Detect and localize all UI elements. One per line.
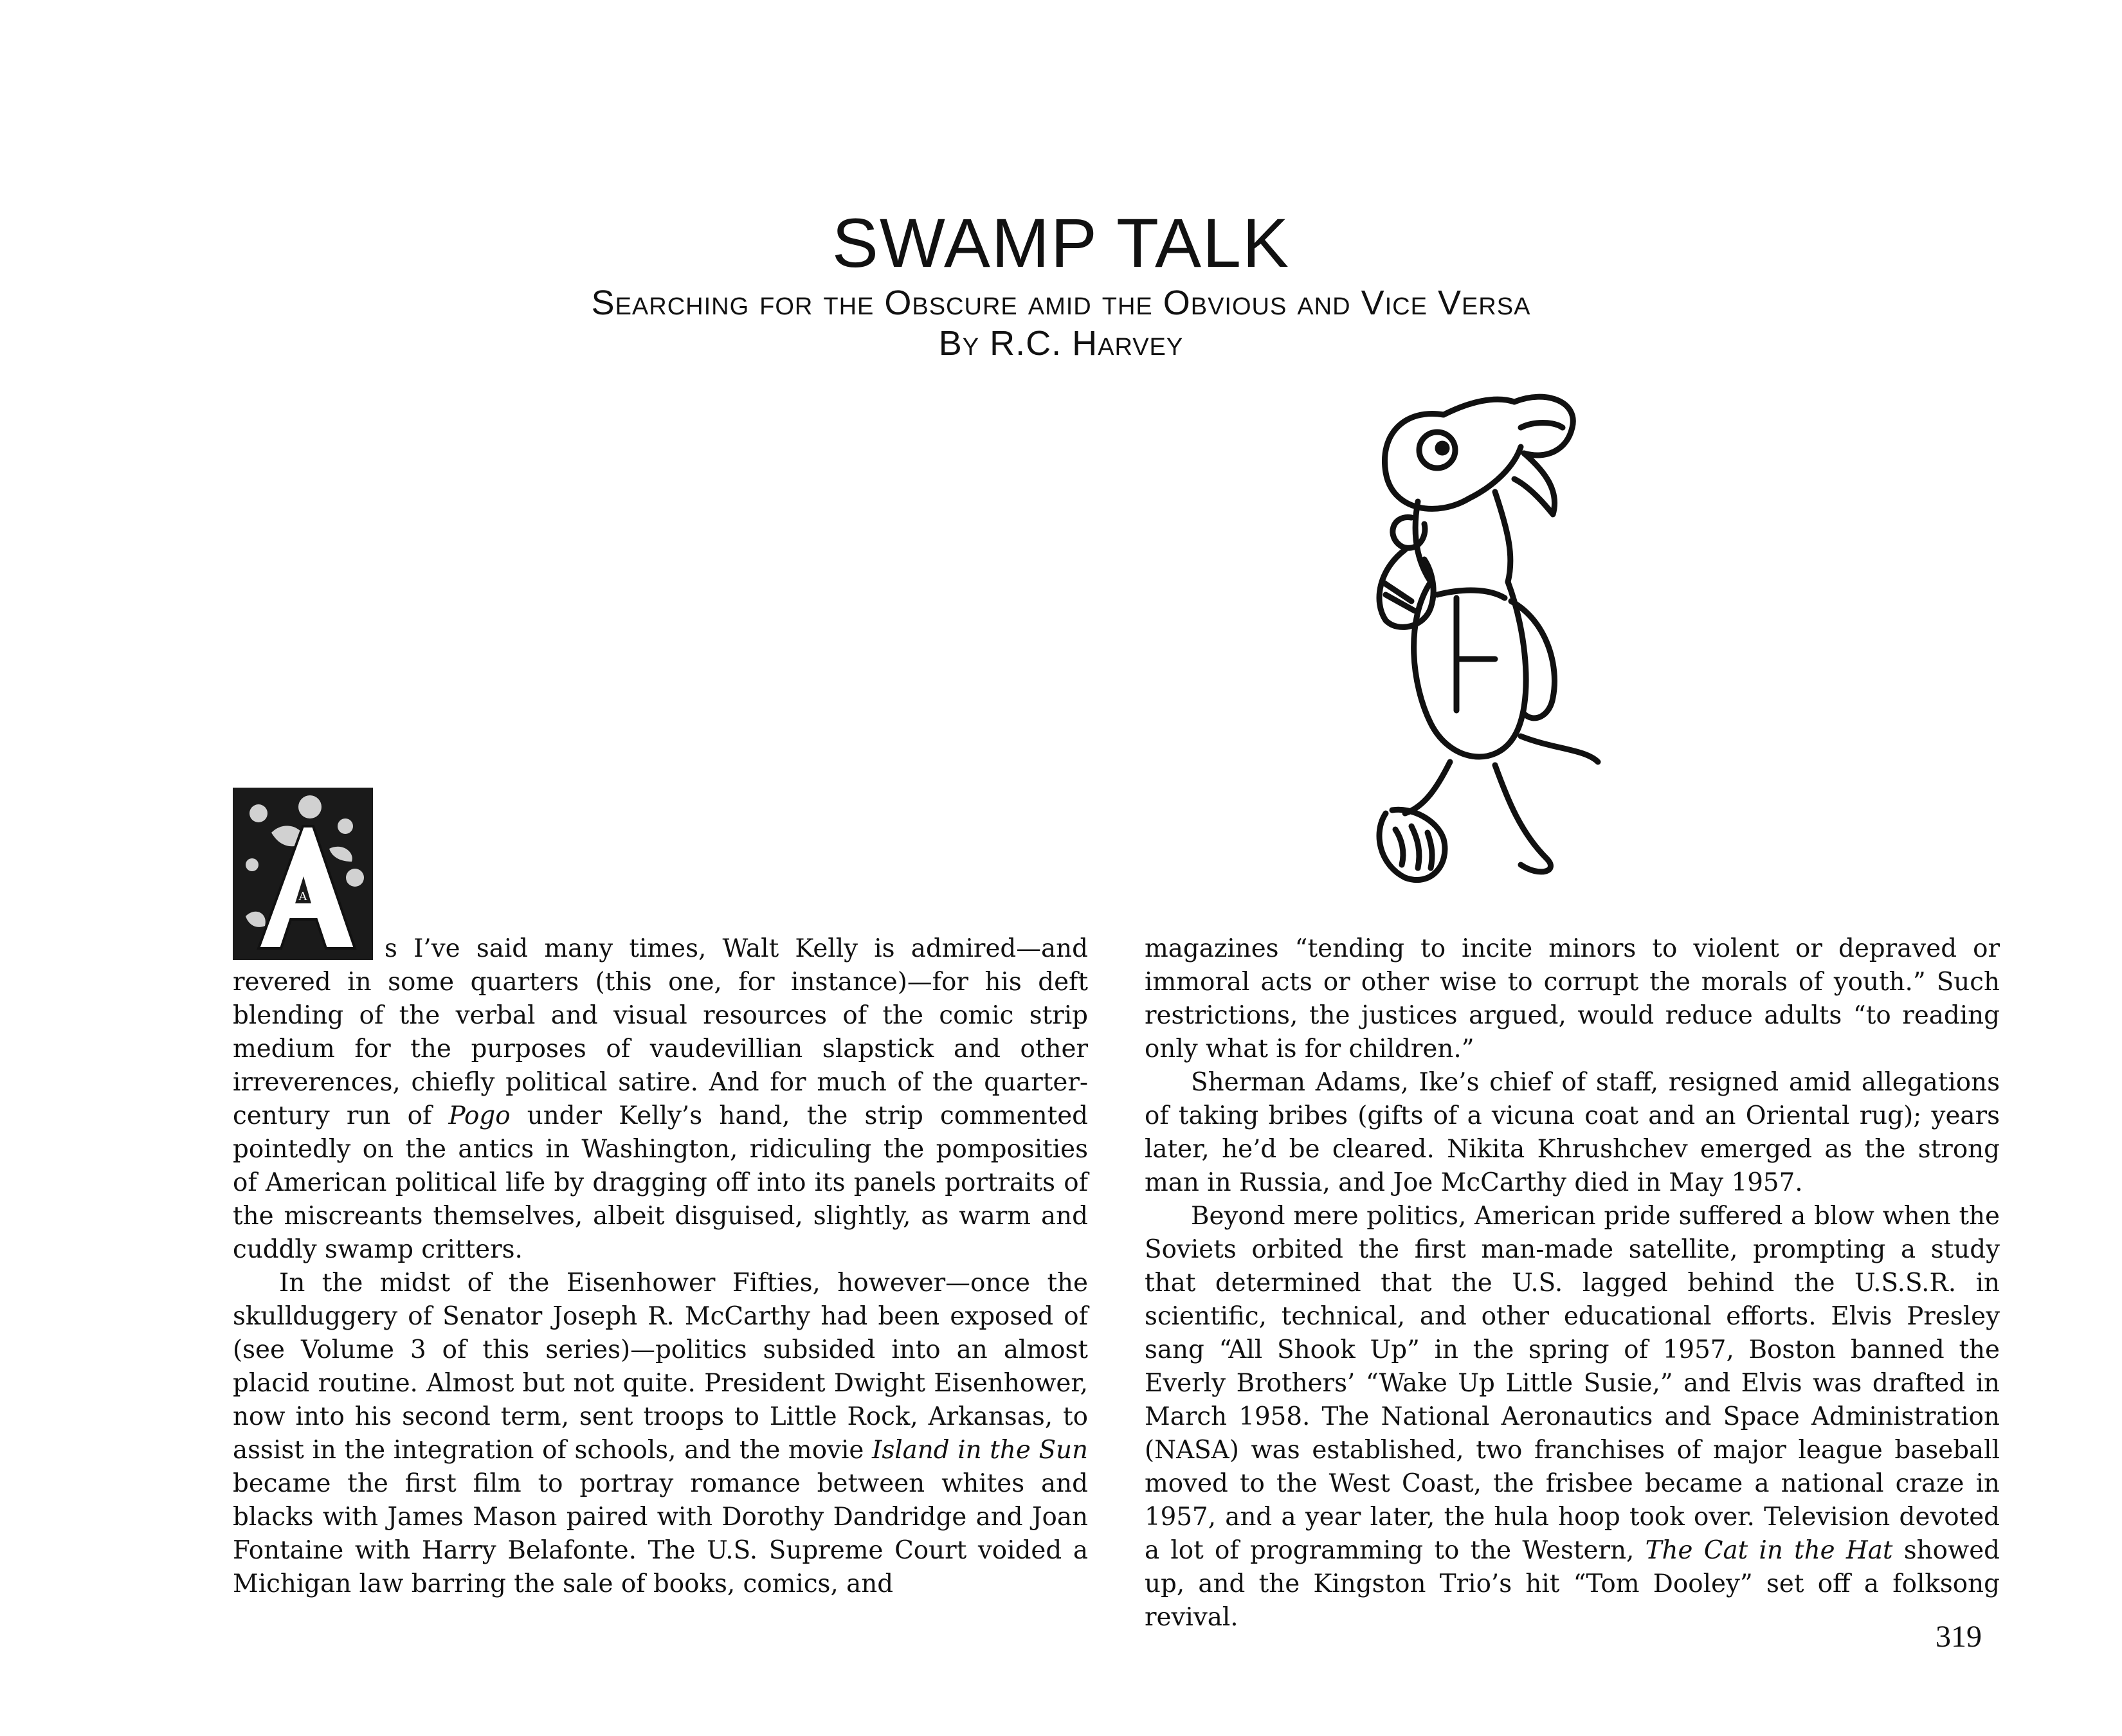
paragraph-text: In the midst of the Eisenhower Fifties, however—once the skullduggery of Senator Joseph R. McCarthy had been exposed of (see Volume 3 of this series)—politics subsided into an almost placid routine. Almost but not quite. President Dwight Eisenhower, now into his second term, sent troops to Little Rock, Arkansas, to assist in the integration of schools, and the movie bbox=[233, 1269, 1088, 1465]
article-subtitle: Searching for the Obscure amid the Obvious and Vice Versa bbox=[591, 284, 1531, 322]
italic-title: Pogo bbox=[448, 1101, 511, 1130]
article-title: SWAMP TALK bbox=[831, 204, 1291, 282]
article-column-left bbox=[233, 932, 1088, 1601]
paragraph-text: under Kelly’s hand, the strip commented pointedly on the antics in Washington, ridiculing the pomposities of American political life by dragging off into its panels portraits of the miscreants themselves, albeit disguised, slightly, as warm and cuddly swamp critters. bbox=[233, 1101, 1088, 1264]
paragraph bbox=[1145, 1200, 2000, 1634]
article-column-right bbox=[1145, 932, 2000, 1634]
pogo-character-illustration-icon bbox=[1366, 389, 1604, 891]
paragraph-text: showed up, and the Kingston Trio’s hit “Tom Dooley” set off a folksong revival. bbox=[1145, 1536, 2000, 1632]
paragraph: magazines “tending to incite minors to violent or depraved or immoral acts or other wise to corrupt the morals of youth.” Such restrictions, the justices argued, would reduce adults “to reading only what is for children.” bbox=[1145, 934, 2000, 1063]
italic-title: Island in the Sun bbox=[872, 1436, 1089, 1465]
italic-title: The Cat in the Hat bbox=[1645, 1536, 1893, 1565]
paragraph bbox=[233, 1267, 1088, 1601]
paragraph-text: became the first film to portray romance between whites and blacks with James Mason paired with Dorothy Dandridge and Joan Fontaine with Harry Belafonte. The U.S. Supreme Court voided a Michigan law barring the sale of books, comics, and bbox=[233, 1469, 1088, 1598]
paragraph bbox=[233, 932, 1088, 1267]
paragraph-text: Beyond mere politics, American pride suffered a blow when the Soviets orbited the first man-made satellite, prompting a study that determined that the U.S. lagged behind the U.S.S.R. in scientific, technical, and other educational efforts. Elvis Presley sang “All Shook Up” in the spring of 1957, Boston banned the Everly Brothers’ “Wake Up Little Susie,” and Elvis was drafted in March 1958. The National Aeronautics and Space Administration (NASA) was established, two franchises of major league baseball moved to the West Coast, the frisbee became a national craze in 1957, and a year later, the hula hoop took over. Television devoted a lot of programming to the Western, bbox=[1145, 1202, 2000, 1565]
page-number: 319 bbox=[1936, 1620, 1982, 1654]
dropcap-letter: A bbox=[298, 890, 307, 903]
paragraph: Sherman Adams, Ike’s chief of staff, resigned amid allegations of taking bribes (gifts of a vicuna coat and an Oriental rug); years later, he’d be cleared. Nikita Khrushchev emerged as the strong man in Russia, and Joe McCarthy died in May 1957. bbox=[1145, 1068, 2000, 1197]
paragraph-text: s I’ve said many times, Walt Kelly is admired—and revered in some quarters (this one, for instance)—for his deft blending of the verbal and visual resources of the comic strip medium for the purposes of vaudevillian slapstick and other irreverences, chiefly political satire. And for much of the quarter-century run of bbox=[233, 934, 1088, 1130]
article-byline: By R.C. Harvey bbox=[938, 324, 1184, 363]
